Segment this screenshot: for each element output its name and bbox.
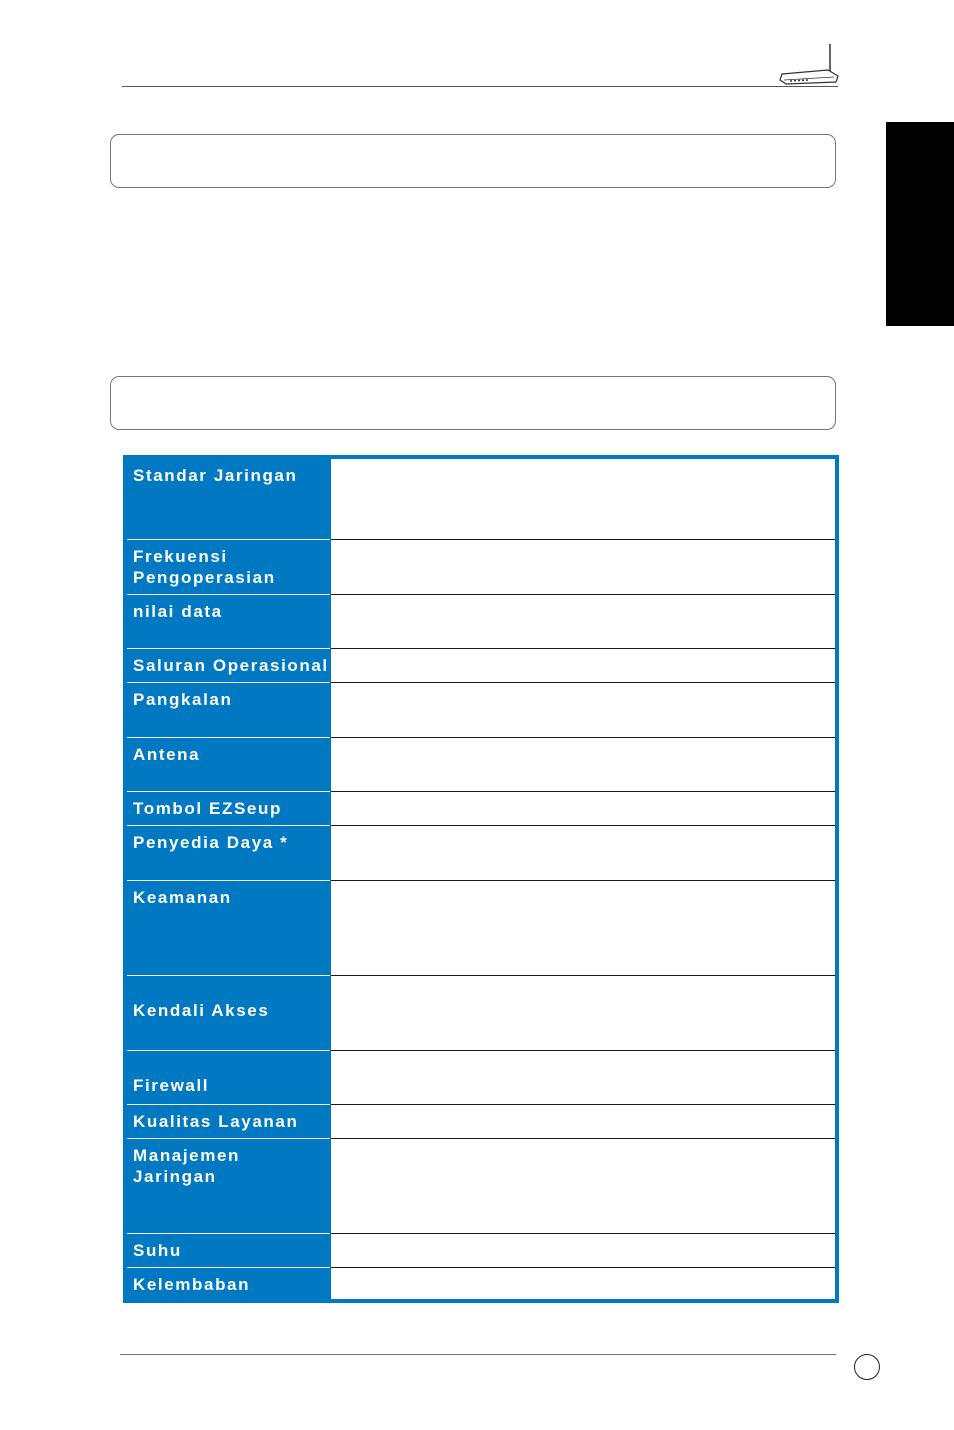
row-label: nilai data bbox=[125, 594, 330, 648]
row-value bbox=[330, 1138, 837, 1233]
row-value bbox=[330, 791, 837, 825]
row-label: Kendali Akses bbox=[125, 975, 330, 1050]
table-row bbox=[125, 457, 837, 539]
row-label: Firewall bbox=[125, 1050, 330, 1104]
router-icon bbox=[778, 40, 840, 90]
row-value bbox=[330, 648, 837, 682]
row-value bbox=[330, 880, 837, 975]
row-label: Kualitas Layanan bbox=[125, 1104, 330, 1138]
table-row bbox=[125, 1233, 837, 1267]
language-side-tab bbox=[886, 122, 954, 326]
row-value bbox=[330, 594, 837, 648]
table-row bbox=[125, 648, 837, 682]
row-value bbox=[330, 457, 837, 539]
row-label: Saluran Operasional bbox=[125, 648, 330, 682]
row-value bbox=[330, 682, 837, 737]
row-value bbox=[330, 1233, 837, 1267]
table-row bbox=[125, 825, 837, 880]
row-label: Penyedia Daya * bbox=[125, 825, 330, 880]
row-label: Frekuensi Pengoperasian bbox=[125, 539, 330, 594]
row-label: Tombol EZSeup bbox=[125, 791, 330, 825]
table-row bbox=[125, 791, 837, 825]
row-value bbox=[330, 1104, 837, 1138]
table-row bbox=[125, 975, 837, 1050]
table-row bbox=[125, 737, 837, 791]
row-label: Antena bbox=[125, 737, 330, 791]
table-row bbox=[125, 1267, 837, 1301]
row-label: Suhu bbox=[125, 1233, 330, 1267]
row-label: Standar Jaringan bbox=[125, 457, 330, 539]
row-label: Kelembaban bbox=[125, 1267, 330, 1301]
row-label: Manajemen Jaringan bbox=[125, 1138, 330, 1233]
table-row bbox=[125, 880, 837, 975]
header-rule bbox=[122, 86, 838, 87]
footer-rule bbox=[120, 1354, 836, 1355]
table-row bbox=[125, 539, 837, 594]
page-number-circle bbox=[854, 1354, 880, 1380]
spec-heading-box bbox=[110, 376, 836, 430]
table-row bbox=[125, 1138, 837, 1233]
row-value bbox=[330, 975, 837, 1050]
row-label: Keamanan bbox=[125, 880, 330, 975]
spec-table bbox=[123, 455, 839, 1303]
row-value bbox=[330, 737, 837, 791]
row-value bbox=[330, 1267, 837, 1301]
table-row bbox=[125, 1050, 837, 1104]
table-row bbox=[125, 594, 837, 648]
row-label: Pangkalan bbox=[125, 682, 330, 737]
row-value bbox=[330, 539, 837, 594]
row-value bbox=[330, 825, 837, 880]
row-value bbox=[330, 1050, 837, 1104]
section-heading-box bbox=[110, 134, 836, 188]
table-row bbox=[125, 682, 837, 737]
table-row bbox=[125, 1104, 837, 1138]
